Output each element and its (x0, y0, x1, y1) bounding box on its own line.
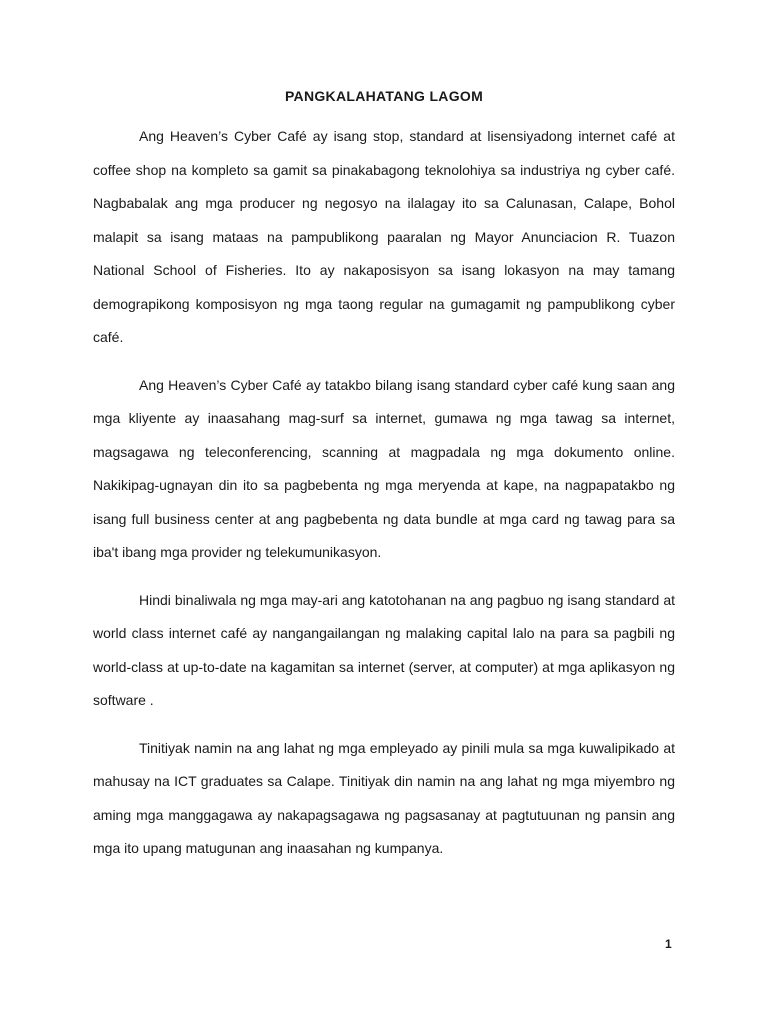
paragraph: Ang Heaven’s Cyber Café ay tatakbo bilang isang standard cyber café kung saan ang mga kliyente ay inaasahang mag-surf sa internet, gumawa ng mga tawag sa internet, magsagawa ng teleconferencing, scanning at magpadala ng mga dokumento online. Nakikipag-ugnayan din ito sa pagbebenta ng mga meryenda at kape, na nagpapatakbo ng isang full business center at ang pagbebenta ng data bundle at mga card ng tawag para sa iba't ibang mga provider ng telekumunikasyon. (93, 376, 675, 560)
paragraph: Tinitiyak namin na ang lahat ng mga empleyado ay pinili mula sa mga kuwalipikado at mahusay na ICT graduates sa Calape. Tinitiyak din namin na ang lahat ng mga miyembro ng aming mga manggagawa ay nakapagsagawa ng pagsasanay at pagtutuunan ng pansin ang mga ito upang matugunan ang inaasahan ng kumpanya. (93, 739, 675, 856)
page-number: 1 (665, 937, 672, 951)
paragraph: Hindi binaliwala ng mga may-ari ang katotohanan na ang pagbuo ng isang standard at world class internet café ay nangangailangan ng malaking capital lalo na para sa pagbili ng world-class at up-to-date na kagamitan sa internet (server, at computer) at mga aplikasyon ng software . (93, 591, 675, 708)
paragraph: Ang Heaven’s Cyber Café ay isang stop, standard at lisensiyadong internet café at coffee shop na kompleto sa gamit sa pinakabagong teknolohiya sa industriya ng cyber café. Nagbabalak ang mga producer ng negosyo na ilalagay ito sa Calunasan, Calape, Bohol malapit sa isang mataas na pampublikong paaralan ng Mayor Anunciacion R. Tuazon National School of Fisheries. Ito ay nakaposisyon sa isang lokasyon na may tamang demograpikong komposisyon ng mga taong regular na gumagamit ng pampublikong cyber café. (93, 128, 675, 345)
document-title: PANGKALAHATANG LAGOM (284, 88, 484, 104)
document-body (93, 120, 675, 880)
